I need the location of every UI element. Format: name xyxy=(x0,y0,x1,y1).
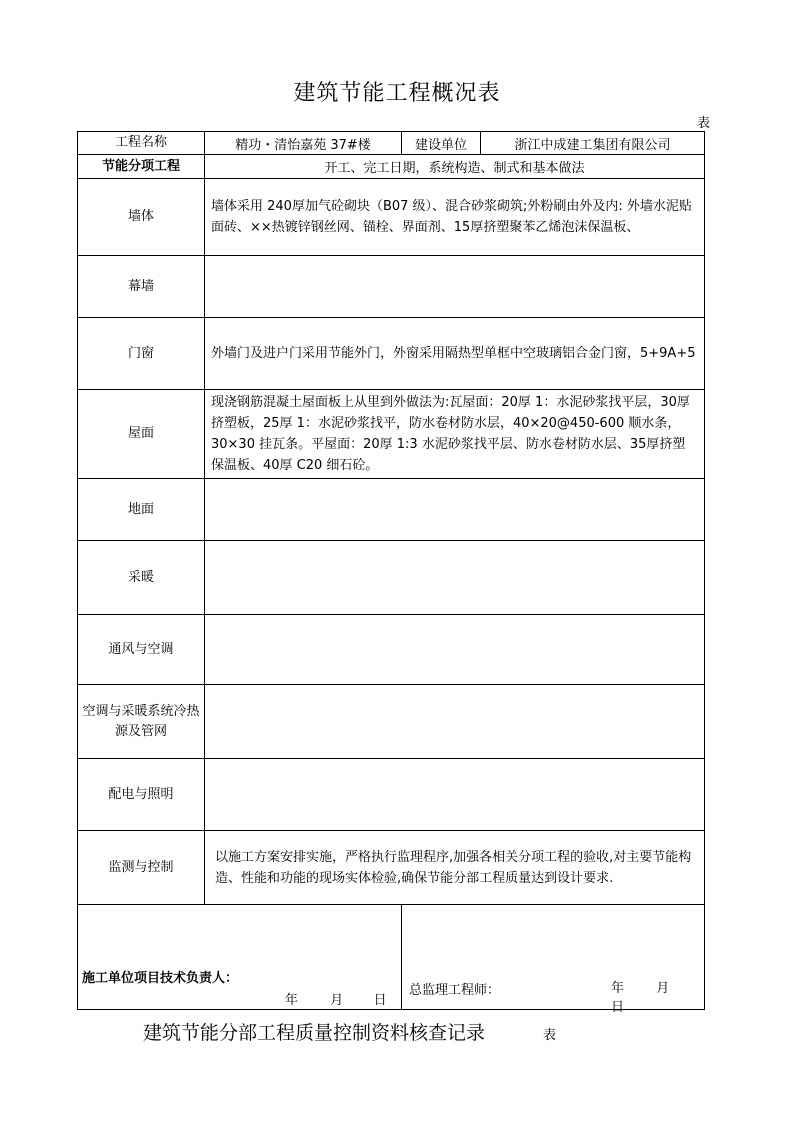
row-content-roof: 现浇钢筋混凝土屋面板上从里到外做法为:瓦屋面：20厚 1：水泥砂浆找平层，30厚挤塑板，25厚 1：水泥砂浆找平，防水卷材防水层，40×20@450-600 顺水条，30×30 挂瓦条。平屋面：20厚 1:3 水泥砂浆找平层、防水卷材防水层、35厚挤塑保温板、40厚 C20 细石砼。 xyxy=(205,390,705,479)
signature-row xyxy=(78,905,705,1010)
subheader-row xyxy=(78,155,705,179)
row-label-heating: 采暖 xyxy=(78,541,205,615)
date-month: 月 xyxy=(656,981,670,996)
row-content-power-lighting xyxy=(205,759,705,831)
description-column-header: 开工、完工日期，系统构造、制式和基本做法 xyxy=(205,155,705,179)
row-label-floor: 地面 xyxy=(78,479,205,541)
row-label-power-lighting: 配电与照明 xyxy=(78,759,205,831)
table-row xyxy=(78,615,705,685)
contractor-signature-label: 施工单位项目技术负责人： xyxy=(82,971,239,986)
row-content-hvac-source xyxy=(205,685,705,759)
next-form-table-label: 表 xyxy=(543,1028,557,1043)
row-label-hvac-source: 空调与采暖系统冷热源及管网 xyxy=(78,685,205,759)
project-name-label: 工程名称 xyxy=(78,132,205,155)
subitem-column-header: 节能分项工程 xyxy=(78,155,205,179)
date-year: 年 xyxy=(285,993,299,1008)
row-content-curtain-wall xyxy=(205,256,705,318)
row-content-monitoring: 以施工方案安排实施，严格执行监理程序,加强各相关分项工程的验收,对主要节能构造、性能和功能的现场实体检验,确保节能分部工程质量达到设计要求. xyxy=(205,831,705,905)
date-month: 月 xyxy=(330,993,344,1008)
header-row xyxy=(78,132,705,155)
row-content-heating xyxy=(205,541,705,615)
builder-value: 浙江中成建工集团有限公司 xyxy=(481,132,705,155)
table-row xyxy=(78,759,705,831)
row-label-roof: 屋面 xyxy=(78,390,205,479)
table-number-label: 表 xyxy=(697,116,711,131)
row-label-wall: 墙体 xyxy=(78,179,205,256)
table-row xyxy=(78,318,705,390)
table-row xyxy=(78,179,705,256)
builder-label: 建设单位 xyxy=(402,132,481,155)
row-label-monitoring: 监测与控制 xyxy=(78,831,205,905)
project-name-value: 精功・清怡嘉苑 37#楼 xyxy=(205,132,402,155)
contractor-signature-date xyxy=(285,989,387,1008)
date-year: 年 xyxy=(611,981,625,996)
date-day: 日 xyxy=(611,1000,625,1015)
date-day: 日 xyxy=(373,993,387,1008)
next-form-title: 建筑节能分部工程质量控制资料核查记录 xyxy=(143,1022,486,1044)
row-content-floor xyxy=(205,479,705,541)
row-label-doors-windows: 门窗 xyxy=(78,318,205,390)
energy-overview-table xyxy=(77,131,705,1015)
row-label-ventilation: 通风与空调 xyxy=(78,615,205,685)
row-content-wall: 墙体采用 240厚加气砼砌块（B07 级）、混合砂浆砌筑;外粉刷由外及内: 外墙水泥贴面砖、××热镀锌钢丝网、锚栓、界面剂、15厚挤塑聚苯乙烯泡沫保温板、 xyxy=(205,179,705,256)
contractor-signature-cell xyxy=(78,905,402,1010)
row-content-ventilation xyxy=(205,615,705,685)
table-row xyxy=(78,541,705,615)
table-row xyxy=(78,479,705,541)
supervisor-signature-label: 总监理工程师： xyxy=(409,983,501,998)
row-label-curtain-wall: 幕墙 xyxy=(78,256,205,318)
table-row xyxy=(78,390,705,479)
supervisor-signature-date xyxy=(611,977,704,1015)
row-content-doors-windows: 外墙门及进户门采用节能外门，外窗采用隔热型单框中空玻璃铝合金门窗，5+9A+5 xyxy=(205,318,705,390)
table-row xyxy=(78,831,705,905)
supervisor-signature-cell xyxy=(402,905,705,1015)
table-row xyxy=(78,685,705,759)
table-row xyxy=(78,256,705,318)
page-title: 建筑节能工程概况表 xyxy=(293,81,501,106)
